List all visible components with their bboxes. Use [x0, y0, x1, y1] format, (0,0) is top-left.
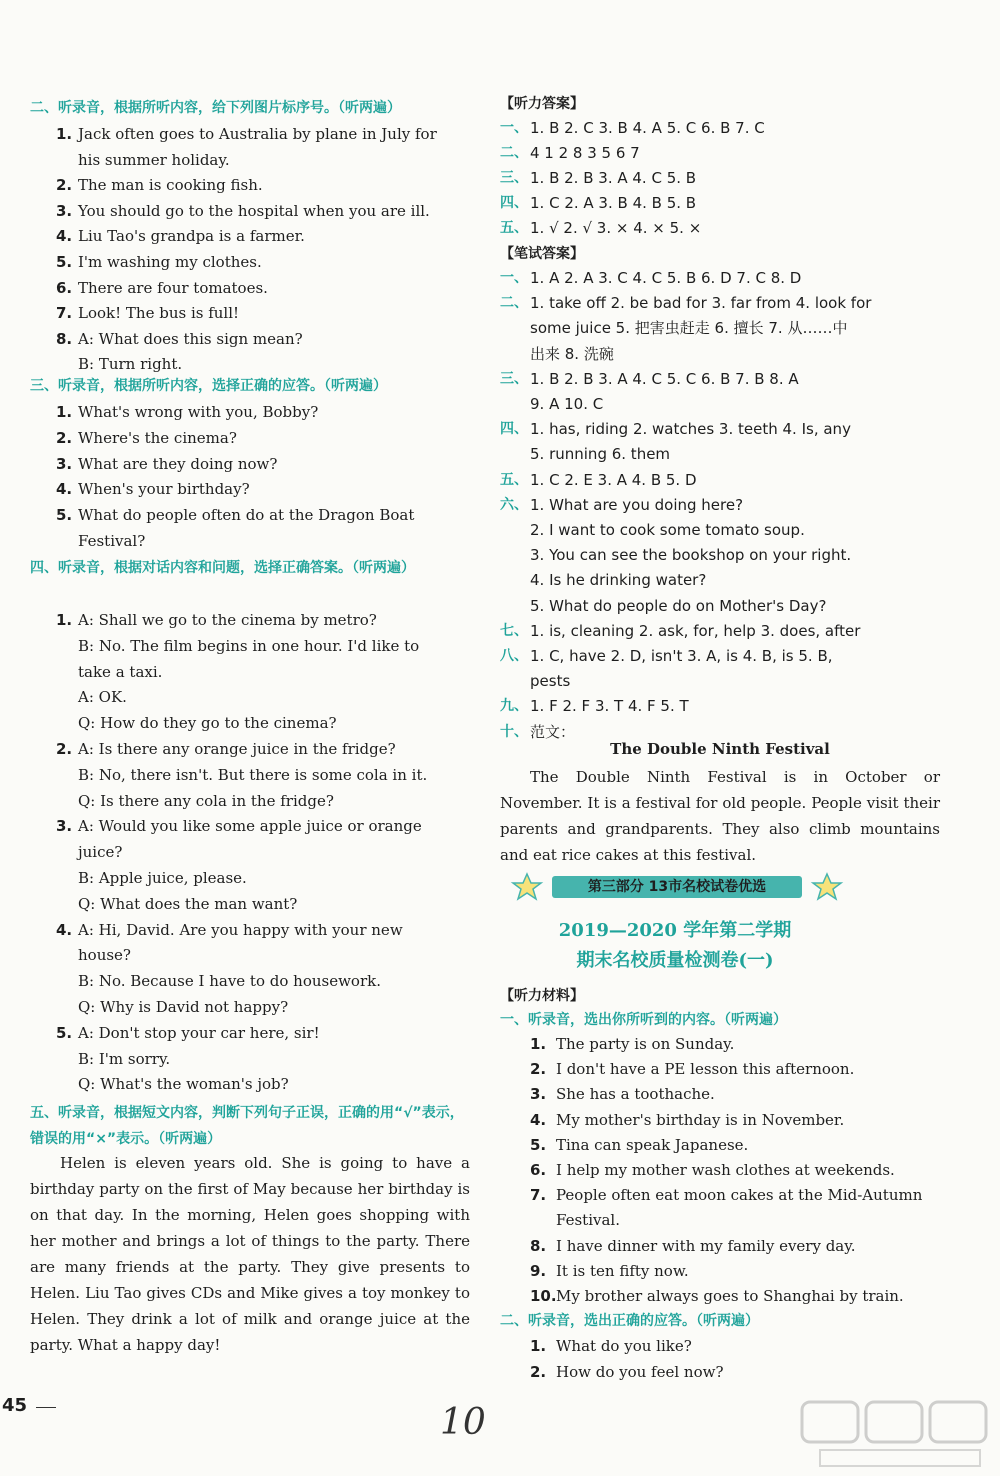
- item-number: 4.: [56, 920, 73, 939]
- answer-key: 五、: [500, 471, 528, 488]
- item-text: A: Is there any orange juice in the fridge?: [78, 740, 396, 758]
- item-number: 3.: [56, 454, 73, 473]
- item-text: Festival?: [78, 532, 146, 550]
- item-text: Where's the cinema?: [78, 428, 237, 447]
- exam-title-line-1: 2019—2020 学年第二学期: [558, 920, 792, 941]
- item-text: B: No, there isn't. But there is some cola in it.: [78, 765, 428, 784]
- answer-value: 出来 8. 洗碗: [530, 344, 614, 363]
- item-text: What do you like?: [556, 1337, 692, 1355]
- answer-key: 五、: [500, 220, 528, 236]
- item-text: I help my mother wash clothes at weekends.: [556, 1161, 895, 1179]
- item-number: 6.: [56, 278, 73, 297]
- item-number: 5.: [530, 1135, 547, 1154]
- answer-key: 四、: [500, 421, 528, 438]
- essay: The Double Ninth Festival is in October or November. It is a festival for old people. People visit their parents and grandparents. They also climb mountains and eat rice cakes at this festival.: [500, 768, 940, 864]
- section-title: 一、听录音，选出你所听到的内容。（听两遍）: [500, 1012, 787, 1028]
- item-text: The man is cooking fish.: [78, 176, 263, 195]
- section-title: 三、听录音，根据所听内容，选择正确的应答。（听两遍）: [30, 378, 387, 394]
- answer-value: 1. B 2. C 3. B 4. A 5. C 6. B 7. C: [530, 119, 765, 137]
- answer-key: 一、: [500, 270, 528, 286]
- item-number: 8.: [530, 1236, 547, 1255]
- item-text: My brother always goes to Shanghai by train.: [556, 1287, 904, 1305]
- item-text: A: Would you like some apple juice or orange: [78, 817, 422, 836]
- answer-key: 一、: [500, 120, 528, 136]
- item-text: B: Apple juice, please.: [78, 869, 247, 887]
- item-text: She has a toothache.: [556, 1085, 715, 1104]
- answer-value: 1. A 2. A 3. C 4. C 5. B 6. D 7. C 8. D: [530, 269, 802, 287]
- item-text: A: Shall we go to the cinema by metro?: [78, 611, 377, 629]
- item-number: 10.: [530, 1287, 557, 1305]
- passage: Helen is eleven years old. She is going to have a birthday party on the first of May because her birthday is on that day. In the morning, Helen goes shopping with her mother and brings a lot of things to the party. There are many friends at the party. They give presents to Helen. Liu Tao gives CDs and Mike gives a toy monkey to Helen. They drink a lot of milk and orange juice at the party. What a happy day!: [30, 1154, 470, 1354]
- item-number: 1.: [530, 1337, 547, 1355]
- item-number: 7.: [56, 304, 73, 323]
- item-text: B: No. The film begins in one hour. I'd like to: [78, 636, 420, 655]
- answer-value: 5. running 6. them: [530, 445, 671, 464]
- answer-key: 七、: [500, 622, 528, 639]
- item-number: 8.: [56, 329, 73, 348]
- essay-title: The Double Ninth Festival: [610, 740, 830, 758]
- item-number: 3.: [56, 201, 73, 220]
- item-number: 1.: [56, 611, 73, 629]
- section-title: 五、听录音，根据短文内容，判断下列句子正误，正确的用“√”表示，错误的用“×”表示。（听两遍）: [30, 1105, 464, 1147]
- item-text: Q: How do they go to the cinema?: [78, 714, 337, 733]
- item-text: People often eat moon cakes at the Mid-Autumn: [556, 1186, 923, 1205]
- item-text: I don't have a PE lesson this afternoon.: [556, 1060, 855, 1079]
- section-title: 四、听录音，根据对话内容和问题，选择正确答案。（听两遍）: [30, 560, 415, 576]
- answer-key: 九、: [500, 698, 528, 715]
- item-text: I'm washing my clothes.: [78, 253, 262, 271]
- answer-value: 1. What are you doing here?: [530, 495, 744, 514]
- item-number: 1.: [56, 403, 73, 421]
- item-text: B: I'm sorry.: [78, 1049, 171, 1068]
- item-text: B: Turn right.: [78, 355, 183, 374]
- answer-key: 四、: [500, 195, 528, 211]
- item-text: Liu Tao's grandpa is a farmer.: [78, 227, 305, 246]
- item-text: take a taxi.: [78, 662, 163, 681]
- answer-key: 二、: [500, 145, 528, 161]
- answer-value: 1. is, cleaning 2. ask, for, help 3. does, after: [530, 621, 861, 640]
- item-text: B: No. Because I have to do housework.: [78, 972, 381, 991]
- star-icon: [810, 872, 844, 902]
- item-number: 2.: [56, 428, 73, 447]
- item-text: The party is on Sunday.: [556, 1035, 735, 1053]
- item-number: 3.: [530, 1085, 547, 1104]
- banner-bar: [552, 876, 802, 898]
- item-number: 1.: [56, 125, 73, 143]
- item-number: 1.: [530, 1035, 547, 1053]
- answer-value: 1. F 2. F 3. T 4. F 5. T: [530, 697, 689, 716]
- part-banner: [510, 872, 840, 902]
- item-text: When's your birthday?: [78, 480, 250, 499]
- written-answers-header: 【笔试答案】: [500, 246, 584, 262]
- item-number: 5.: [56, 506, 73, 525]
- item-text: It is ten fifty now.: [556, 1261, 689, 1280]
- item-text: My mother's birthday is in November.: [556, 1110, 845, 1129]
- answer-value: 1. C, have 2. D, isn't 3. A, is 4. B, is 5. B,: [530, 647, 833, 665]
- section-title: 二、听录音，根据所听内容，给下列图片标序号。（听两遍）: [30, 100, 401, 116]
- answer-value: 1. has, riding 2. watches 3. teeth 4. Is, any: [530, 420, 851, 439]
- item-number: 2.: [56, 176, 73, 195]
- item-number: 5.: [56, 1023, 73, 1042]
- item-text: Festival.: [556, 1211, 620, 1230]
- item-text: Q: What does the man want?: [78, 894, 298, 913]
- item-text: Q: What's the woman's job?: [78, 1075, 289, 1094]
- item-text: I have dinner with my family every day.: [556, 1236, 856, 1255]
- item-text: A: Hi, David. Are you happy with your new: [78, 920, 403, 939]
- answer-key: 十、: [500, 723, 528, 740]
- item-text: Q: Why is David not happy?: [78, 998, 289, 1016]
- item-text: How do you feel now?: [556, 1362, 724, 1381]
- answer-value: 2. I want to cook some tomato soup.: [530, 521, 805, 539]
- listening-material-header: 【听力材料】: [500, 988, 584, 1004]
- item-text: Jack often goes to Australia by plane in July for: [78, 125, 437, 143]
- answer-value: 1. √ 2. √ 3. × 4. × 5. ×: [530, 219, 702, 237]
- page-number: 45: [2, 1395, 28, 1416]
- item-number: 2.: [530, 1362, 547, 1381]
- answer-key: 三、: [500, 170, 528, 186]
- item-text: juice?: [78, 843, 123, 862]
- item-text: A: Don't stop your car here, sir!: [78, 1023, 320, 1042]
- answer-value: 3. You can see the bookshop on your right.: [530, 546, 852, 565]
- item-number: 5.: [56, 253, 73, 271]
- item-number: 2.: [530, 1060, 547, 1079]
- answer-key: 三、: [500, 370, 528, 387]
- answer-value: 9. A 10. C: [530, 395, 604, 413]
- answer-key: 六、: [500, 496, 528, 513]
- answer-value: pests: [530, 672, 571, 691]
- handwritten-note: 10: [440, 1402, 486, 1443]
- answer-value: 4. Is he drinking water?: [530, 571, 707, 590]
- answer-value: 1. B 2. B 3. A 4. C 5. B: [530, 169, 697, 187]
- item-text: Q: Is there any cola in the fridge?: [78, 791, 334, 810]
- item-text: Tina can speak Japanese.: [556, 1135, 749, 1154]
- answer-value: some juice 5. 把害虫赶走 6. 擅长 7. 从……中: [530, 319, 848, 338]
- exam-title-line-2: 期末名校质量检测卷(一): [576, 950, 774, 971]
- answer-value: 范文：: [530, 722, 576, 741]
- listening-answers-header: 【听力答案】: [500, 96, 584, 112]
- item-text: his summer holiday.: [78, 150, 230, 169]
- item-number: 2.: [56, 740, 73, 758]
- item-number: 4.: [530, 1110, 547, 1129]
- answer-value: 5. What do people do on Mother's Day?: [530, 596, 827, 615]
- item-text: house?: [78, 946, 131, 965]
- item-number: 4.: [56, 480, 73, 499]
- answer-key: 八、: [500, 648, 528, 664]
- item-number: 7.: [530, 1186, 547, 1205]
- answer-value: 1. take off 2. be bad for 3. far from 4. look for: [530, 294, 872, 313]
- item-number: 9.: [530, 1261, 547, 1280]
- answer-value: 4 1 2 8 3 5 6 7: [530, 144, 640, 162]
- section-title: 二、听录音，选出正确的应答。（听两遍）: [500, 1313, 759, 1329]
- item-number: 6.: [530, 1161, 547, 1179]
- watermark-logo-icon: [800, 1400, 990, 1470]
- item-number: 4.: [56, 227, 73, 246]
- answer-key: 二、: [500, 295, 528, 312]
- item-text: What do people often do at the Dragon Boat: [78, 506, 415, 525]
- answer-value: 1. C 2. E 3. A 4. B 5. D: [530, 470, 697, 489]
- item-text: There are four tomatoes.: [78, 278, 268, 297]
- item-text: Look! The bus is full!: [78, 304, 240, 323]
- item-text: You should go to the hospital when you are ill.: [78, 201, 430, 220]
- answer-value: 1. B 2. B 3. A 4. C 5. C 6. B 7. B 8. A: [530, 369, 799, 388]
- star-icon: [510, 872, 544, 902]
- banner-text: 第三部分 13市名校试卷优选: [587, 879, 767, 895]
- page-rule: [36, 1407, 56, 1408]
- item-text: What's wrong with you, Bobby?: [78, 403, 319, 421]
- item-text: What are they doing now?: [78, 454, 278, 473]
- item-text: A: OK.: [78, 688, 127, 707]
- item-text: A: What does this sign mean?: [78, 329, 303, 348]
- answer-value: 1. C 2. A 3. B 4. B 5. B: [530, 194, 697, 212]
- item-number: 3.: [56, 817, 73, 836]
